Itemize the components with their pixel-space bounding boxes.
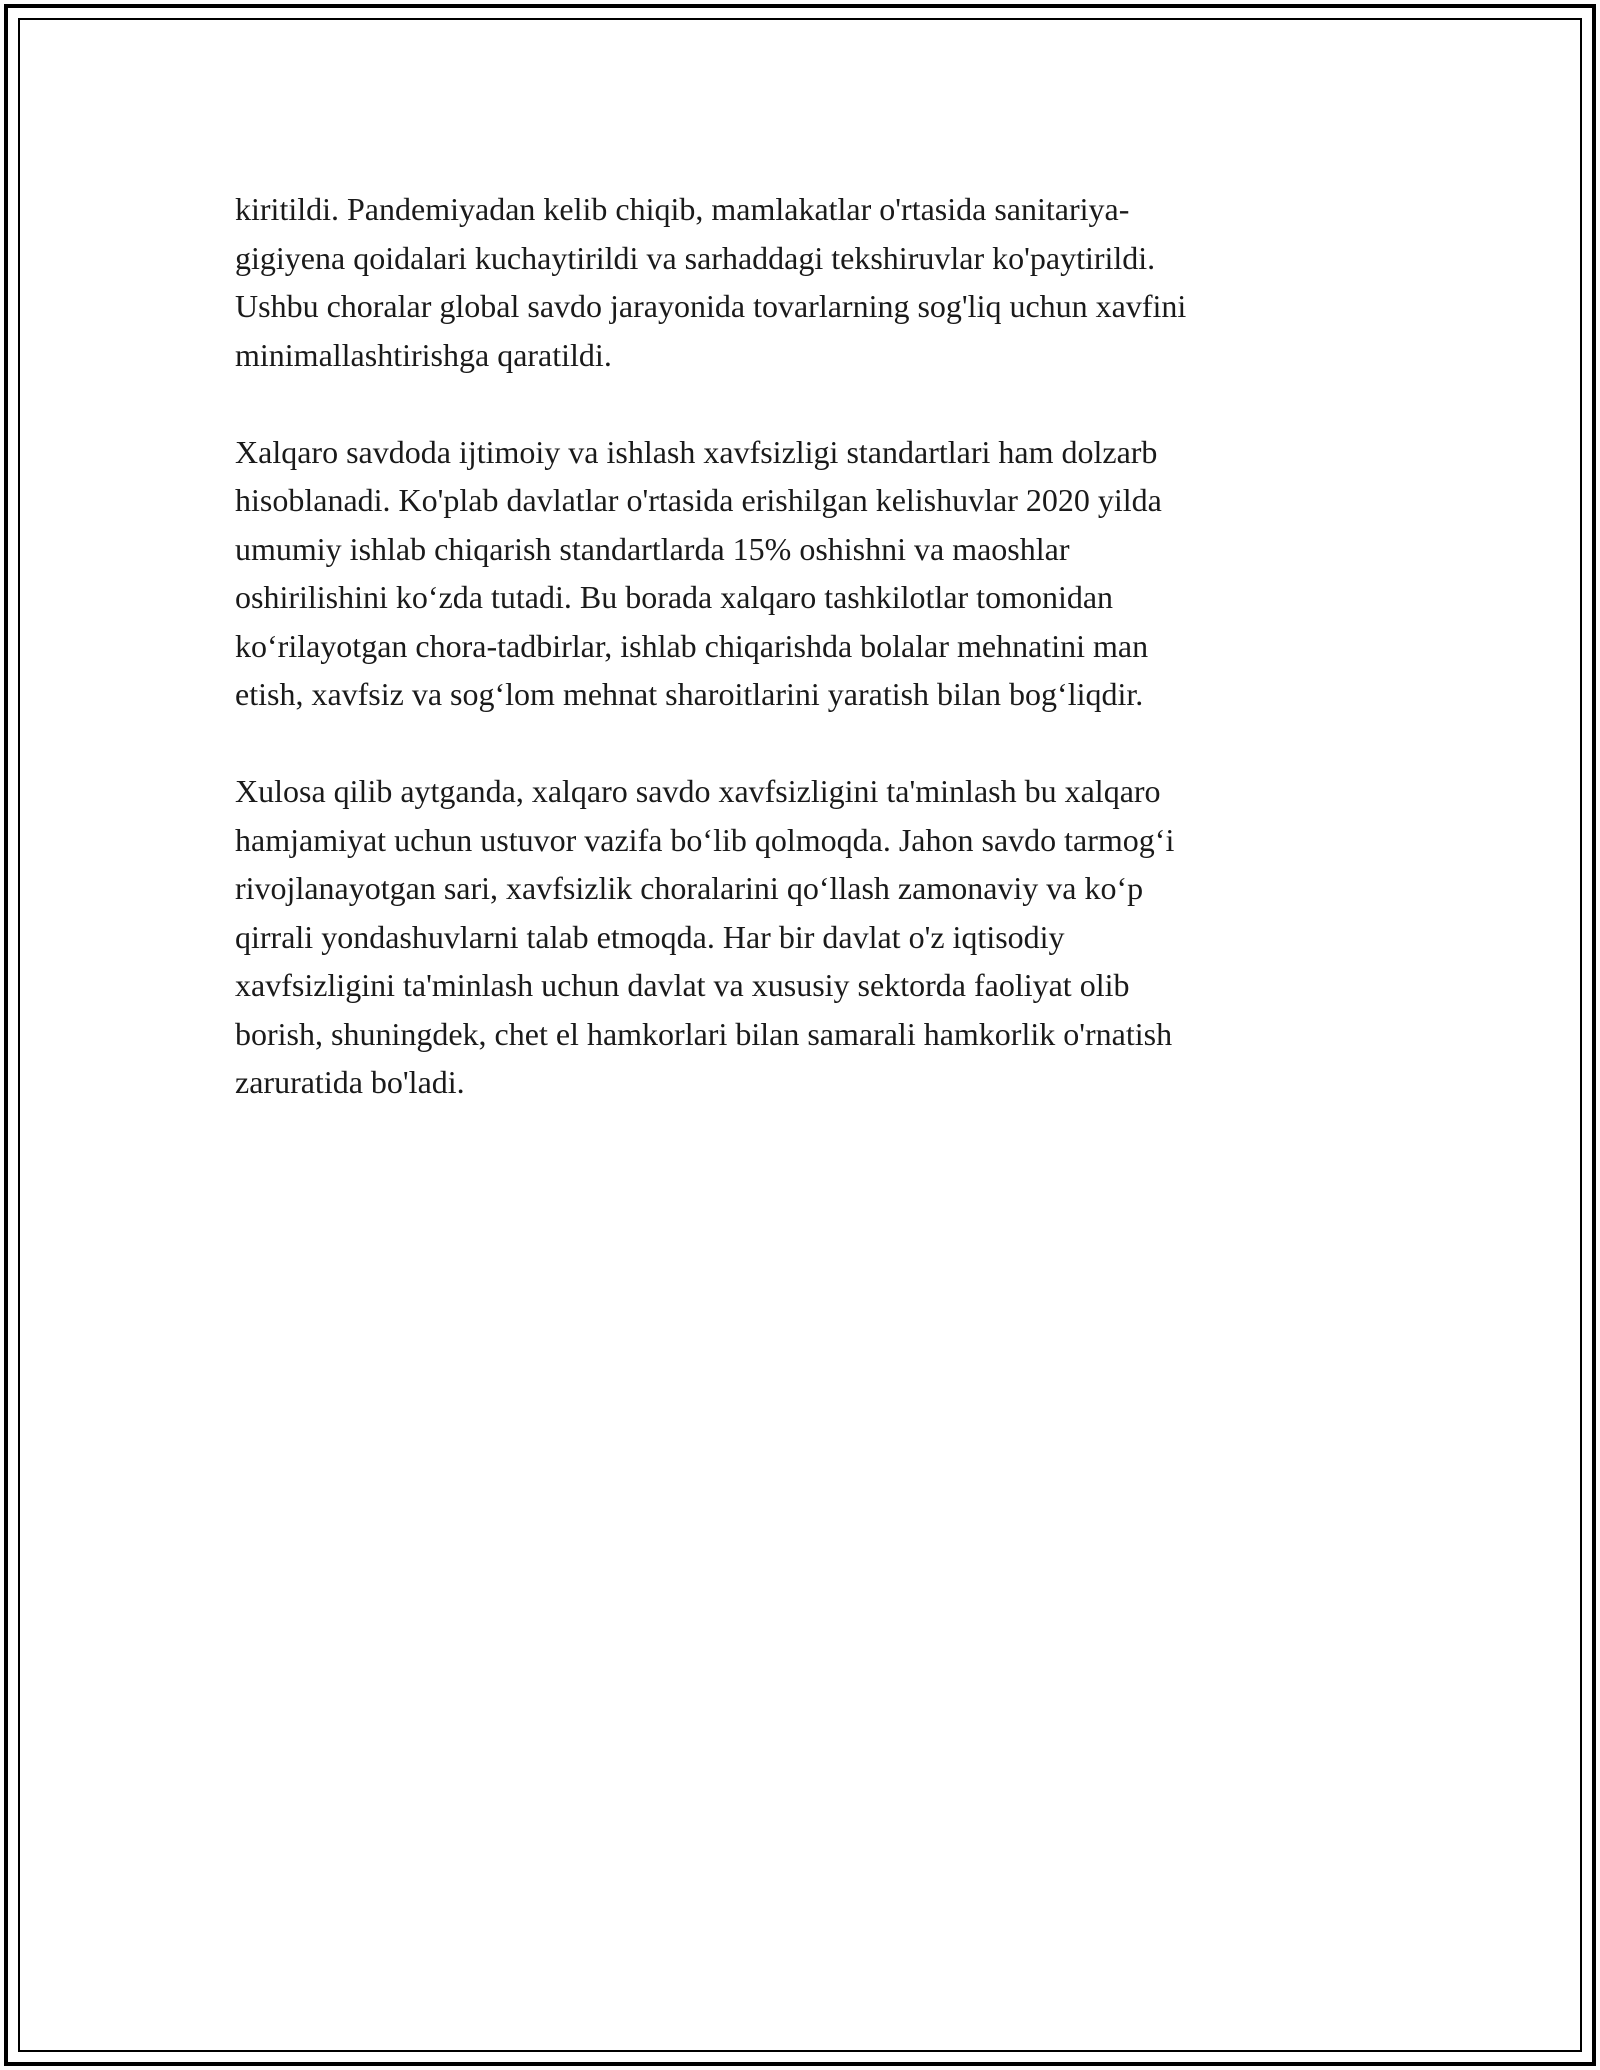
text-line: gigiyena qoidalari kuchaytirildi va sarhaddagi tekshiruvlar ko'paytirildi. <box>235 239 1156 276</box>
text-line: kiritildi. Pandemiyadan kelib chiqib, mamlakatlar o'rtasida sanitariya- <box>235 191 1130 227</box>
text-line: rivojlanayotgan sari, xavfsizlik choralarini qo‘llash zamonaviy va ko‘p <box>235 870 1144 906</box>
paragraph-2 <box>235 428 1355 719</box>
text-line: ko‘rilayotgan chora-tadbirlar, ishlab chiqarishda bolalar mehnatini man <box>235 627 1149 664</box>
text-line: zaruratida bo'ladi. <box>235 1064 465 1100</box>
text-line: umumiy ishlab chiqarish standartlarda 15% oshishni va maoshlar <box>235 530 1070 567</box>
document-body <box>235 185 1355 1155</box>
text-line: borish, shuningdek, chet el hamkorlari bilan samarali hamkorlik o'rnatish <box>235 1015 1173 1052</box>
text-line: minimallashtirishga qaratildi. <box>235 336 612 373</box>
text-line: oshirilishini ko‘zda tutadi. Bu borada xalqaro tashkilotlar tomonidan <box>235 579 1114 615</box>
paragraph-3 <box>235 767 1355 1107</box>
text-line: etish, xavfsiz va sog‘lom mehnat sharoitlarini yaratish bilan bog‘liqdir. <box>235 676 1144 712</box>
text-line: xavfsizligini ta'minlash uchun davlat va xususiy sektorda faoliyat olib <box>235 967 1130 1003</box>
paragraph-1 <box>235 185 1355 379</box>
text-line: Xulosa qilib aytganda, xalqaro savdo xavfsizligini ta'minlash bu xalqaro <box>235 773 1161 809</box>
text-line: hisoblanadi. Ko'plab davlatlar o'rtasida erishilgan kelishuvlar 2020 yilda <box>235 482 1162 518</box>
text-line: qirrali yondashuvlarni talab etmoqda. Har bir davlat o'z iqtisodiy <box>235 918 1065 955</box>
text-line: Xalqaro savdoda ijtimoiy va ishlash xavfsizligi standartlari ham dolzarb <box>235 433 1158 470</box>
text-line: Ushbu choralar global savdo jarayonida tovarlarning sog'liq uchun xavfini <box>235 288 1187 324</box>
text-line: hamjamiyat uchun ustuvor vazifa bo‘lib qolmoqda. Jahon savdo tarmog‘i <box>235 821 1175 858</box>
